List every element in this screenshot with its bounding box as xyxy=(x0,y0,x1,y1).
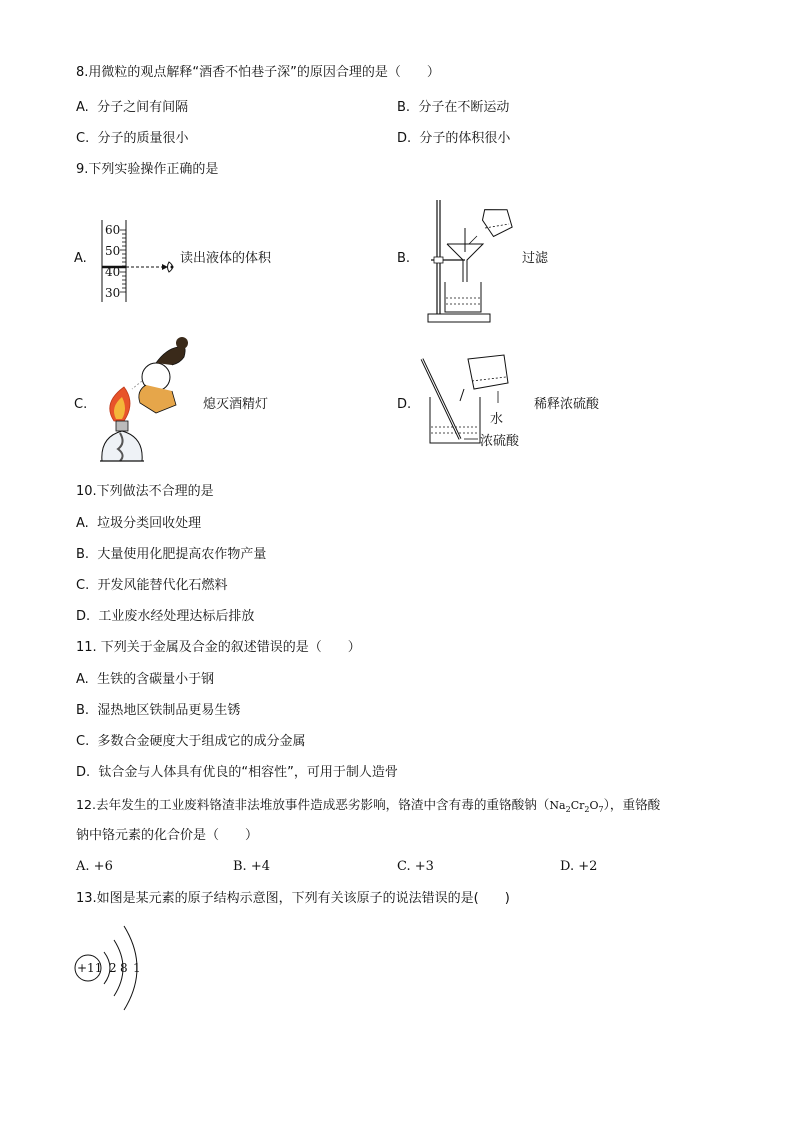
q9-option-c-key: C. xyxy=(74,397,88,412)
option-text: 湿热地区铁制品更易生锈 xyxy=(97,703,241,718)
q11-stem: 11. 下列关于金属及合金的叙述错误的是（ ） xyxy=(76,640,361,655)
shell-electrons-1: 2 xyxy=(109,961,117,975)
option-key: B. xyxy=(76,547,90,562)
option-key: C. xyxy=(76,734,90,749)
q8-option-b xyxy=(397,99,509,117)
option-key: C. xyxy=(397,859,411,874)
q11-option-d xyxy=(76,764,398,782)
q11-option-a xyxy=(76,671,214,689)
q9-option-a-caption: 读出液体的体积 xyxy=(180,251,272,266)
option-text: +2 xyxy=(578,859,598,874)
tick-label: 30 xyxy=(105,286,121,300)
q12-stem-post: ），重铬酸 xyxy=(603,797,661,812)
q12-option-d xyxy=(560,858,597,876)
tick-label: 50 xyxy=(105,244,121,258)
option-key: A. xyxy=(76,859,90,874)
option-key: D. xyxy=(76,765,91,780)
tick-label: 60 xyxy=(105,223,121,237)
option-key: C. xyxy=(76,131,90,146)
q11-option-b xyxy=(76,702,240,720)
option-key: B. xyxy=(397,100,411,115)
option-key: A. xyxy=(76,516,89,531)
q9-option-d-caption: 稀释浓硫酸 xyxy=(534,397,600,412)
option-text: 大量使用化肥提高农作物产量 xyxy=(97,547,267,562)
q10-option-a xyxy=(76,515,201,533)
q12-option-a xyxy=(76,858,113,876)
option-text: 分子之间有间隔 xyxy=(97,100,189,115)
option-text: 分子的体积很小 xyxy=(419,131,511,146)
q9-option-d-key: D. xyxy=(397,397,412,412)
option-text: 工业废水经处理达标后排放 xyxy=(98,609,255,624)
q9-option-a-key: A. xyxy=(74,251,87,266)
option-text: 多数合金硬度大于组成它的成分金属 xyxy=(97,734,306,749)
shell-electrons-3: 1 xyxy=(133,961,141,975)
q8-option-c xyxy=(76,130,189,148)
q8-stem: 8.用微粒的观点解释“酒香不怕巷子深”的原因合理的是（ ） xyxy=(76,65,440,80)
option-text: 分子的质量很小 xyxy=(97,131,189,146)
option-text: 开发风能替代化石燃料 xyxy=(97,578,228,593)
option-text: 生铁的含碳量小于钢 xyxy=(97,672,215,687)
option-text: 分子在不断运动 xyxy=(418,100,510,115)
tick-label: 40 xyxy=(105,265,121,279)
option-text: 钛合金与人体具有优良的“相容性”，可用于制人造骨 xyxy=(98,765,398,780)
option-key: A. xyxy=(76,672,89,687)
alcohol-lamp-blow-figure xyxy=(96,333,206,473)
q10-option-d xyxy=(76,608,254,626)
q12-stem-line2: 钠中铬元素的化合价是（ ） xyxy=(76,828,259,843)
q11-option-c xyxy=(76,733,306,751)
q12-option-c xyxy=(397,858,434,876)
option-text: +3 xyxy=(414,859,434,874)
option-key: A. xyxy=(76,100,89,115)
q9-option-c-caption: 熄灭酒精灯 xyxy=(203,397,269,412)
chemical-formula: $Na_2Cr_2O_7$ xyxy=(549,799,604,815)
option-key: C. xyxy=(76,578,90,593)
option-text: +6 xyxy=(93,859,113,874)
option-key: B. xyxy=(76,703,90,718)
q10-option-b xyxy=(76,546,266,564)
q9-option-b-caption: 过滤 xyxy=(522,251,549,266)
q13-stem: 13.如图是某元素的原子结构示意图，下列有关该原子的说法错误的是( ) xyxy=(76,891,510,906)
nucleus-label: +11 xyxy=(77,961,103,975)
q12-option-b xyxy=(233,858,270,876)
option-key: D. xyxy=(76,609,91,624)
q10-stem: 10.下列做法不合理的是 xyxy=(76,484,214,499)
filtration-apparatus-figure xyxy=(425,200,525,328)
water-label: 水 xyxy=(490,412,504,427)
q9-option-b-key: B. xyxy=(397,251,411,266)
option-key: D. xyxy=(397,131,412,146)
q12-stem-line1 xyxy=(76,796,660,819)
q12-stem-pre: 12.去年发生的工业废料铬渣非法堆放事件造成恶劣影响，铬渣中含有毒的重铬酸钠（ xyxy=(76,797,550,812)
q10-option-c xyxy=(76,577,228,595)
q8-option-a xyxy=(76,99,188,117)
option-key: D. xyxy=(560,859,575,874)
option-text: +4 xyxy=(250,859,270,874)
shell-electrons-2: 8 xyxy=(120,961,128,975)
option-text: 垃圾分类回收处理 xyxy=(97,516,202,531)
q9-stem: 9.下列实验操作正确的是 xyxy=(76,162,219,177)
acid-label: 浓硫酸 xyxy=(480,434,520,449)
q8-option-d xyxy=(397,130,510,148)
option-key: B. xyxy=(233,859,247,874)
